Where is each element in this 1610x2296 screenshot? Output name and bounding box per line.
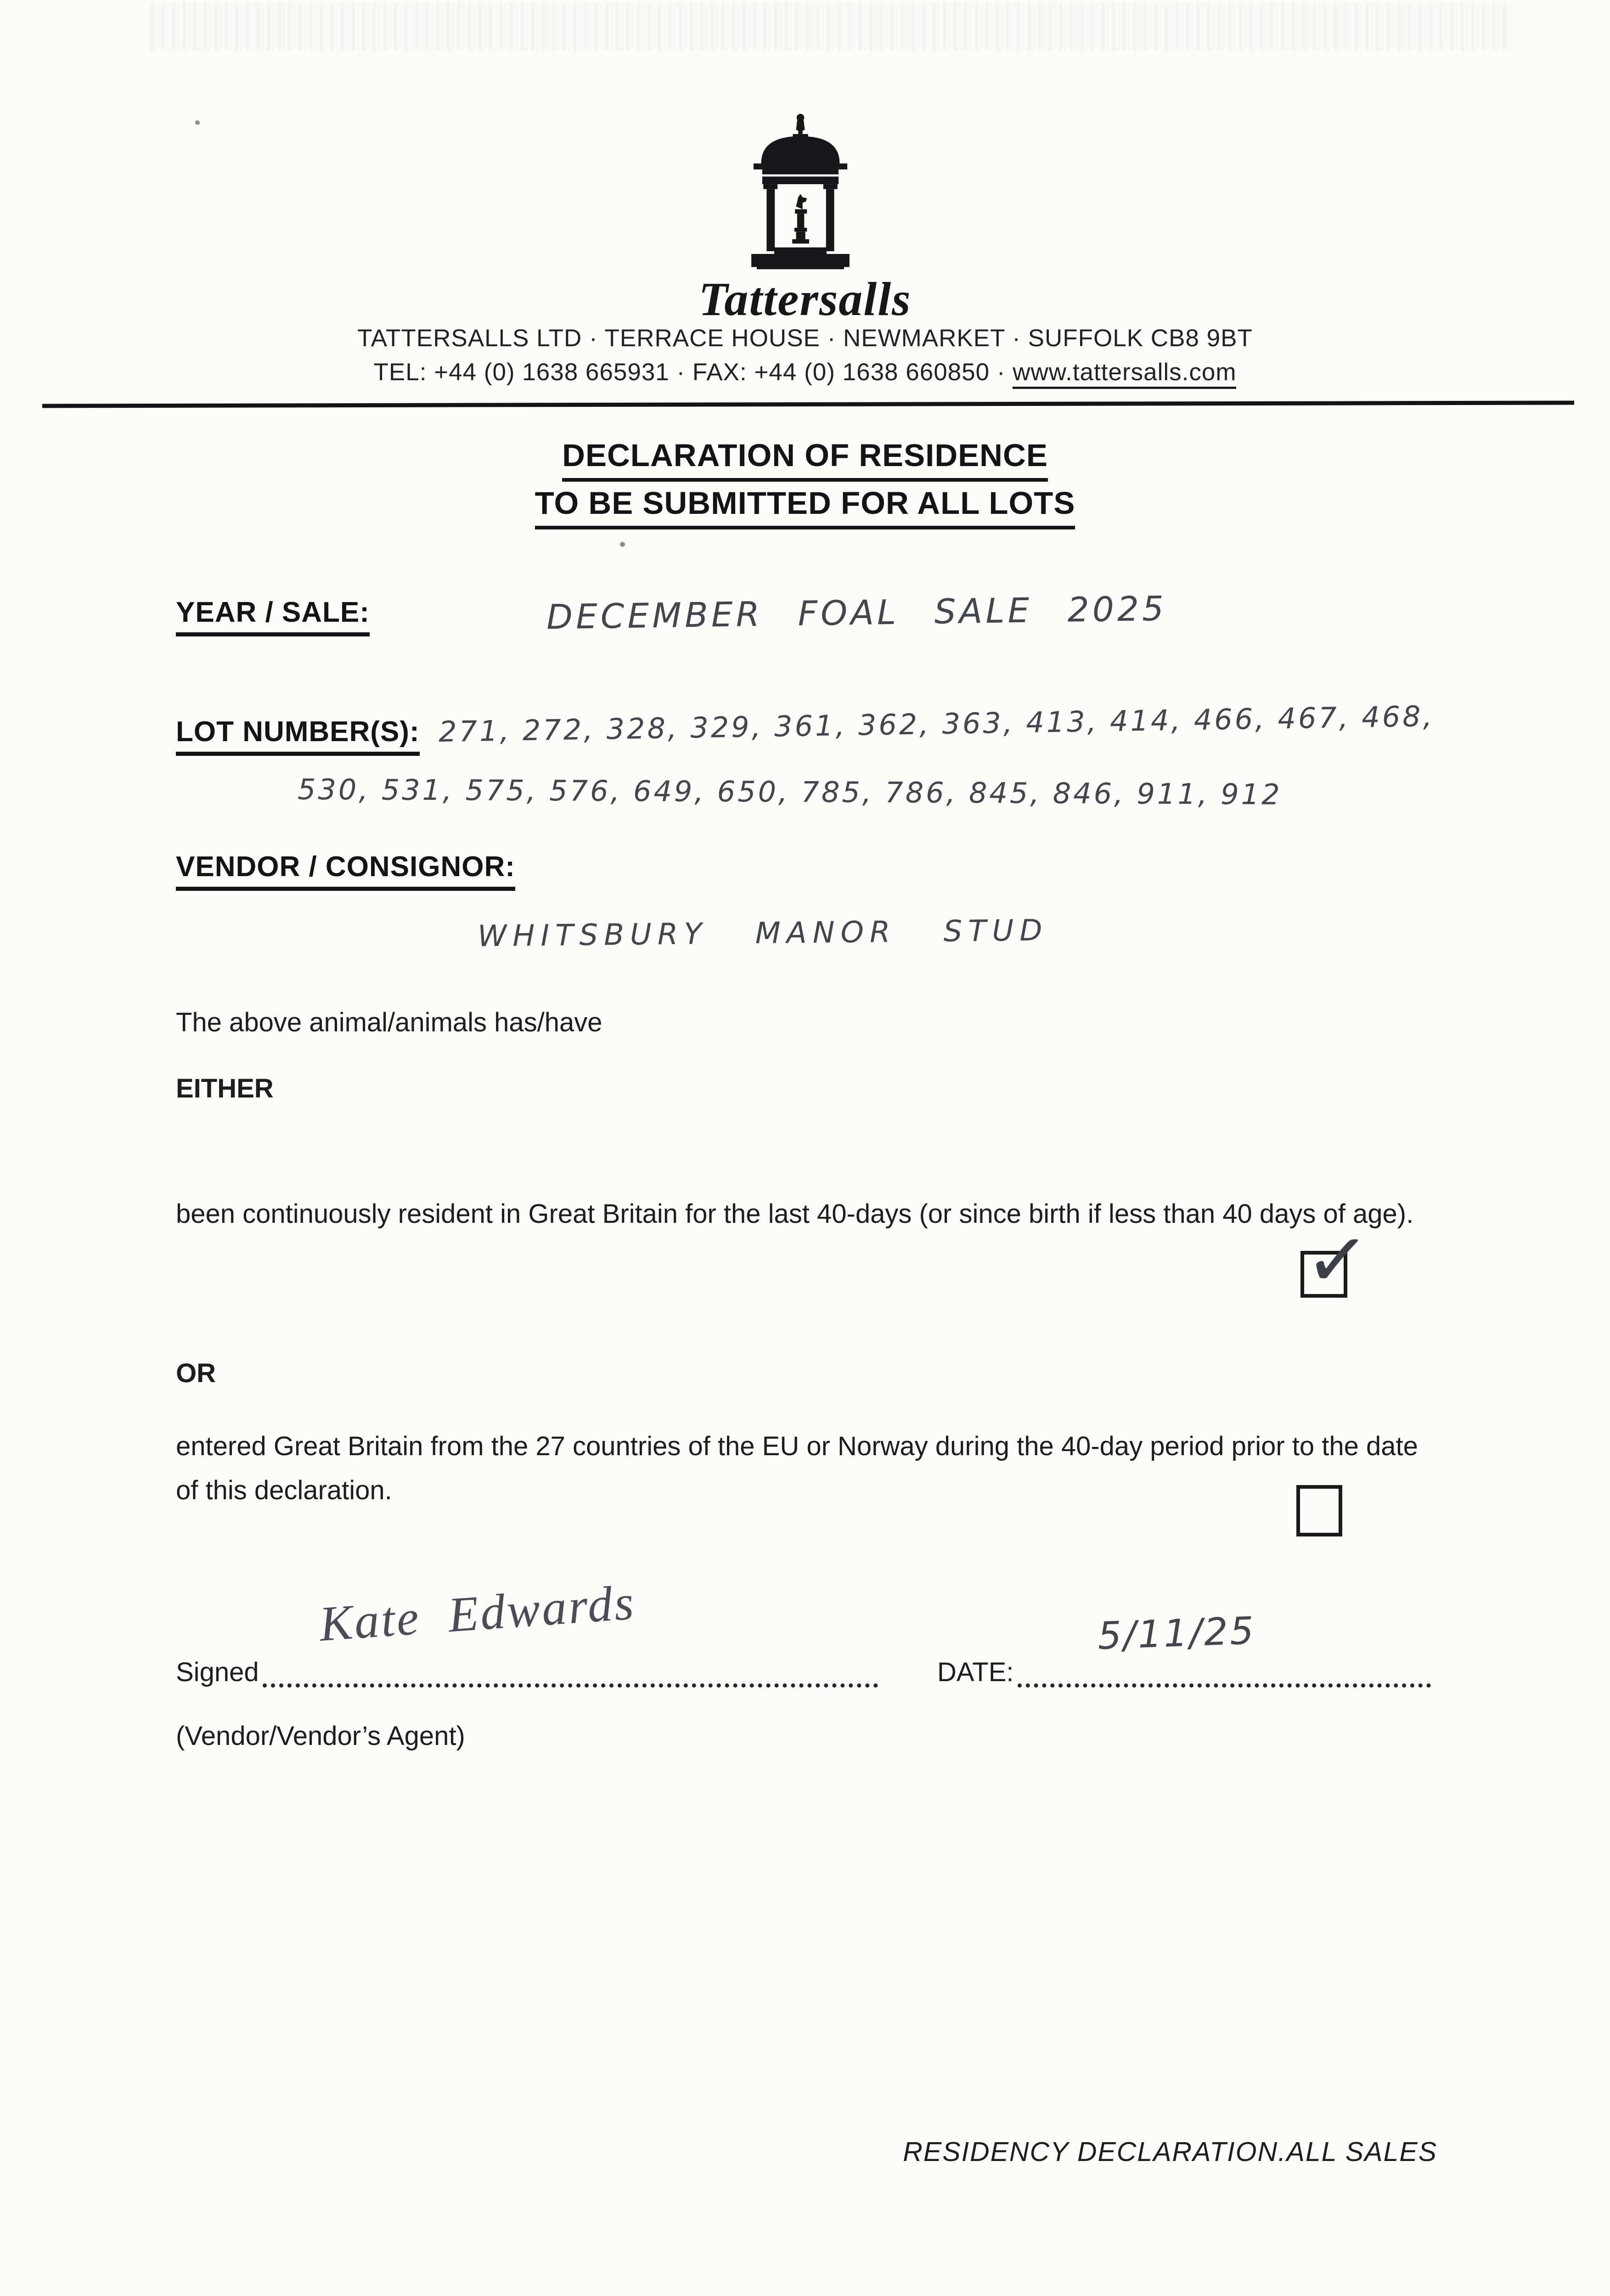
form-title-line2-wrap	[0, 485, 1610, 529]
form-title-line1: DECLARATION OF RESIDENCE	[562, 437, 1048, 482]
checkmark-icon: ✓	[1302, 1213, 1373, 1307]
footer-document-reference: RESIDENCY DECLARATION.ALL SALES	[903, 2137, 1437, 2167]
lot-numbers-handwritten-line2: 530, 531, 575, 576, 649, 650, 785, 786, 845, 846, 911, 912	[297, 772, 1282, 811]
lot-numbers-handwritten-line1: 271, 272, 328, 329, 361, 362, 363, 413, 414, 466, 467, 468,	[438, 699, 1435, 749]
option1-text: been continuously resident in Great Britain for the last 40-days (or since birth if less than 40 days of age).	[176, 1199, 1414, 1229]
brand-name: Tattersalls	[698, 273, 912, 326]
scan-speck	[195, 120, 200, 125]
form-title-line1-wrap	[0, 437, 1610, 482]
website-link[interactable]: www.tattersalls.com	[1013, 359, 1236, 389]
letterhead-contact	[0, 358, 1610, 386]
handwritten-date: 5/11/25	[1097, 1609, 1256, 1658]
vendor-agent-note: (Vendor/Vendor’s Agent)	[176, 1721, 465, 1751]
scan-speck	[620, 542, 625, 547]
year-sale-label: YEAR / SALE:	[176, 596, 370, 636]
form-title-line2: TO BE SUBMITTED FOR ALL LOTS	[535, 485, 1075, 529]
declaration-intro: The above animal/animals has/have	[176, 1007, 602, 1037]
option2-text: entered Great Britain from the 27 countries of the EU or Norway during the 40-day period prior to the date of this declaration.	[176, 1431, 1418, 1505]
letterhead-divider	[42, 401, 1574, 408]
vendor-consignor-label: VENDOR / CONSIGNOR:	[176, 850, 515, 891]
tattersalls-rotunda-logo	[702, 111, 899, 280]
year-sale-handwritten-value: DECEMBER FOAL SALE 2025	[546, 589, 1167, 637]
signed-label: Signed	[176, 1657, 259, 1687]
scan-noise-band	[152, 3, 1511, 51]
eu-entry-checkbox[interactable]	[1296, 1485, 1342, 1536]
letterhead-contact-text: TEL: +44 (0) 1638 665931 · FAX: +44 (0) 1638 660850 ·	[373, 359, 1013, 386]
either-label: EITHER	[176, 1074, 274, 1103]
lot-numbers-label: LOT NUMBER(S):	[176, 715, 420, 756]
signed-row	[176, 1657, 878, 1688]
date-label: DATE:	[937, 1657, 1014, 1687]
residence-40days-checkbox[interactable]	[1300, 1213, 1373, 1307]
handwritten-signature: Kate Edwards	[317, 1575, 637, 1652]
or-label: OR	[176, 1358, 216, 1388]
letterhead-address: TATTERSALLS LTD · TERRACE HOUSE · NEWMARKET · SUFFOLK CB8 9BT	[357, 325, 1253, 352]
vendor-handwritten-value: WHITSBURY MANOR STUD	[477, 913, 1048, 954]
date-line[interactable]	[1018, 1660, 1431, 1688]
date-row	[937, 1657, 1431, 1688]
signature-line[interactable]	[263, 1660, 878, 1688]
